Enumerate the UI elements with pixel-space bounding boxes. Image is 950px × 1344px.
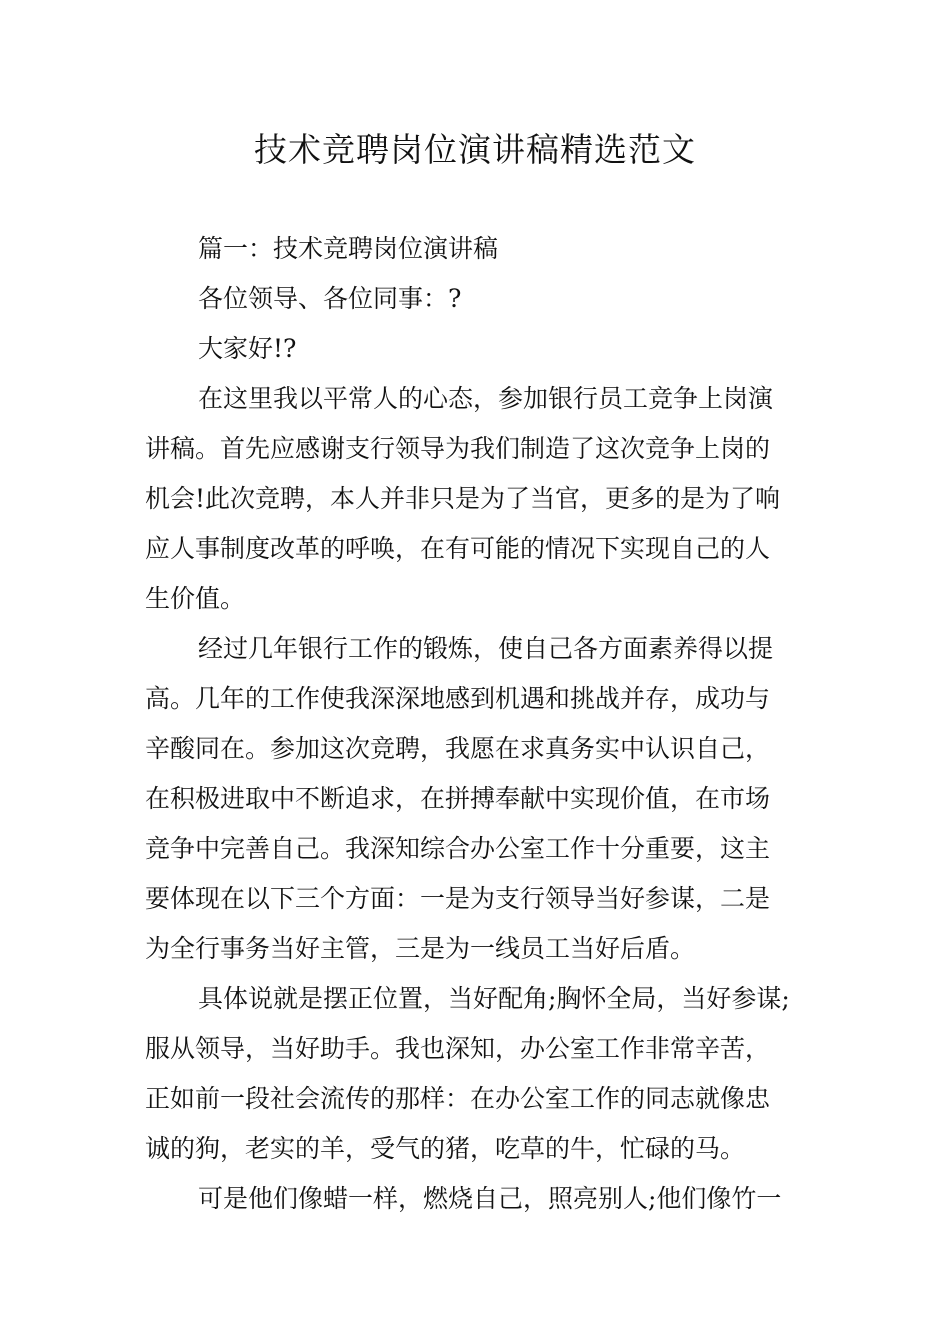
body-text-line: 各位领导、各位同事：?: [198, 284, 462, 313]
body-text-line: 正如前一段社会流传的那样：在办公室工作的同志就像忠: [145, 1084, 771, 1113]
body-text-line: 生价值。: [145, 584, 246, 613]
body-text-line: 高。几年的工作使我深深地感到机遇和挑战并存，成功与: [145, 684, 771, 713]
body-text-line: 大家好!?: [198, 334, 297, 363]
body-text-line: 讲稿。首先应感谢支行领导为我们制造了这次竞争上岗的: [145, 434, 771, 463]
body-text-line: 诚的狗，老实的羊，受气的猪，吃草的牛，忙碌的马。: [145, 1134, 746, 1163]
body-text-line: 篇一：技术竞聘岗位演讲稿: [198, 234, 499, 263]
body-text-line: 竞争中完善自己。我深知综合办公室工作十分重要，这主: [145, 834, 771, 863]
body-text-line: 要体现在以下三个方面：一是为支行领导当好参谋，二是: [145, 884, 771, 913]
body-text-line: 可是他们像蜡一样，燃烧自己，照亮别人;他们像竹一: [198, 1184, 782, 1213]
body-text-line: 机会!此次竞聘，本人并非只是为了当官，更多的是为了响: [145, 484, 781, 513]
document-body: [145, 224, 815, 1224]
body-text-line: 经过几年银行工作的锻炼，使自己各方面素养得以提: [198, 634, 774, 663]
body-text-line: 服从领导，当好助手。我也深知，办公室工作非常辛苦，: [145, 1034, 771, 1063]
document-title: 技术竞聘岗位演讲稿精选范文: [254, 130, 696, 169]
body-text-line: 在积极进取中不断追求，在拼搏奉献中实现价值，在市场: [145, 784, 771, 813]
body-text-line: 在这里我以平常人的心态，参加银行员工竞争上岗演: [198, 384, 774, 413]
body-text-line: 为全行事务当好主管，三是为一线员工当好后盾。: [145, 934, 696, 963]
body-text-line: 应人事制度改革的呼唤，在有可能的情况下实现自己的人: [145, 534, 771, 563]
body-text-line: 具体说就是摆正位置，当好配角;胸怀全局，当好参谋;: [198, 984, 790, 1013]
body-text-line: 辛酸同在。参加这次竞聘，我愿在求真务实中认识自己，: [145, 734, 771, 763]
